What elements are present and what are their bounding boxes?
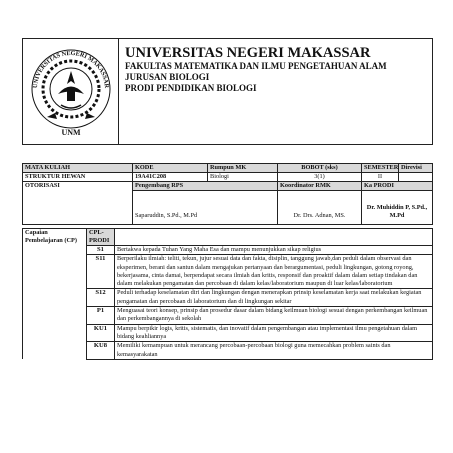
capaian-label-line2: Pembelajaran (CP) [25, 237, 77, 244]
course-rumpun: Biologi [208, 173, 278, 182]
logo-cell [23, 39, 119, 145]
course-semester: II [362, 173, 399, 182]
pengembang-name: Saparuddin, S.Pd., M.Pd [133, 191, 278, 225]
title-cell [119, 39, 433, 145]
capaian-label-line1: Capaian [25, 229, 48, 236]
label-rumpun: Rumpun MK [208, 164, 278, 173]
cpl-description: Menguasai teori konsep, prinsip dan prosedur dasar dalam bidang keilmuan biologi sesuai dengan perkembangan keilmuan dan perkembangannya di sekolah [115, 307, 433, 325]
unm-logo [25, 39, 117, 139]
cpl-header [87, 229, 115, 246]
capaian-table [22, 228, 433, 360]
label-mata-kuliah: MATA KULIAH [23, 164, 133, 173]
university-name: UNIVERSITAS NEGERI MAKASSAR [125, 45, 371, 61]
label-direvisi: Direvisi [399, 164, 433, 173]
label-kode: KODE [133, 164, 208, 173]
faculty-name: FAKULTAS MATEMATIKA DAN ILMU PENGETAHUAN ALAM [125, 61, 387, 71]
label-kaprodi: Ka PRODI [362, 182, 433, 191]
course-name: STRUKTUR HEWAN [23, 173, 133, 182]
label-koordinator: Koordinator RMK [278, 182, 362, 191]
program-name: PRODI PENDIDIKAN BIOLOGI [125, 83, 257, 93]
capaian-label [23, 229, 87, 360]
cpl-code: KU8 [87, 342, 115, 360]
cpl-code: S11 [87, 255, 115, 289]
cpl-code: P1 [87, 307, 115, 325]
kaprodi-name: Dr. Muhiddin P, S.Pd., M.Pd [362, 191, 433, 225]
course-direvisi [399, 173, 433, 182]
header-table [22, 38, 433, 145]
cpl-description: Bertakwa kepada Tuhan Yang Maha Esa dan mampu menunjukkan sikap religius [115, 246, 433, 255]
cpl-code: S1 [87, 246, 115, 255]
label-semester: SEMESTER [362, 164, 399, 173]
cpl-header-line1: CPL- [89, 229, 104, 236]
cpl-description: Mampu berpikir logis, kritis, sistematis, dan inovatif dalam pengembangan atau implementasi ilmu pengetahuan dalam bidang keahliannya [115, 324, 433, 342]
course-bobot: 3(1) [278, 173, 362, 182]
course-info-table [22, 163, 433, 225]
cpl-description: Berperilaku ilmiah: teliti, tekun, jujur sesuai data dan fakta, disiplin, tanggung jawab,dan peduli dalam observasi dan eksperimen, berani dan santun dalam mengajukan pertanyaan dan berargumentasi, peduli lingkungan, gotong royong, bekerjasama, cinta damai, berpendapat secara ilmiah dan kritis, responsif dan proaktif dalam dalam setiap tindakan dan dalam melakukan pengamatan dan percobaan di dalam kelas/laboratorium maupun di luar kelas/laboratorium [115, 255, 433, 289]
label-otorisasi: OTORISASI [23, 182, 133, 225]
label-bobot: BOBOT (sks) [278, 164, 362, 173]
label-pengembang: Pengembang RPS [133, 182, 278, 191]
rps-document [22, 38, 432, 360]
cpl-code: S12 [87, 289, 115, 307]
koordinator-name: Dr. Drs. Adnan, MS. [278, 191, 362, 225]
cpl-header-spacer [115, 229, 433, 246]
department-name: JURUSAN BIOLOGI [125, 72, 210, 82]
cpl-code: KU1 [87, 324, 115, 342]
cpl-description: Memiliki kemampuan untuk merancang percobaan-percobaan biologi guna memecahkan problem saints dan kemasyarakatan [115, 342, 433, 360]
cpl-description: Peduli terhadap keselamatan diri dan lingkungan dengan menerapkan prinsip keselamatan kerja saat melakukan kegiatan pengamatan dan percobaan di laboratorium dan di lingkungan sekitar [115, 289, 433, 307]
cpl-header-line2: PRODI [89, 237, 110, 244]
logo-unm-text: UNM [60, 128, 81, 137]
logo-ring-text: UNIVERSITAS NEGERI MAKASSAR [31, 49, 110, 89]
course-code: 19A41C208 [133, 173, 208, 182]
